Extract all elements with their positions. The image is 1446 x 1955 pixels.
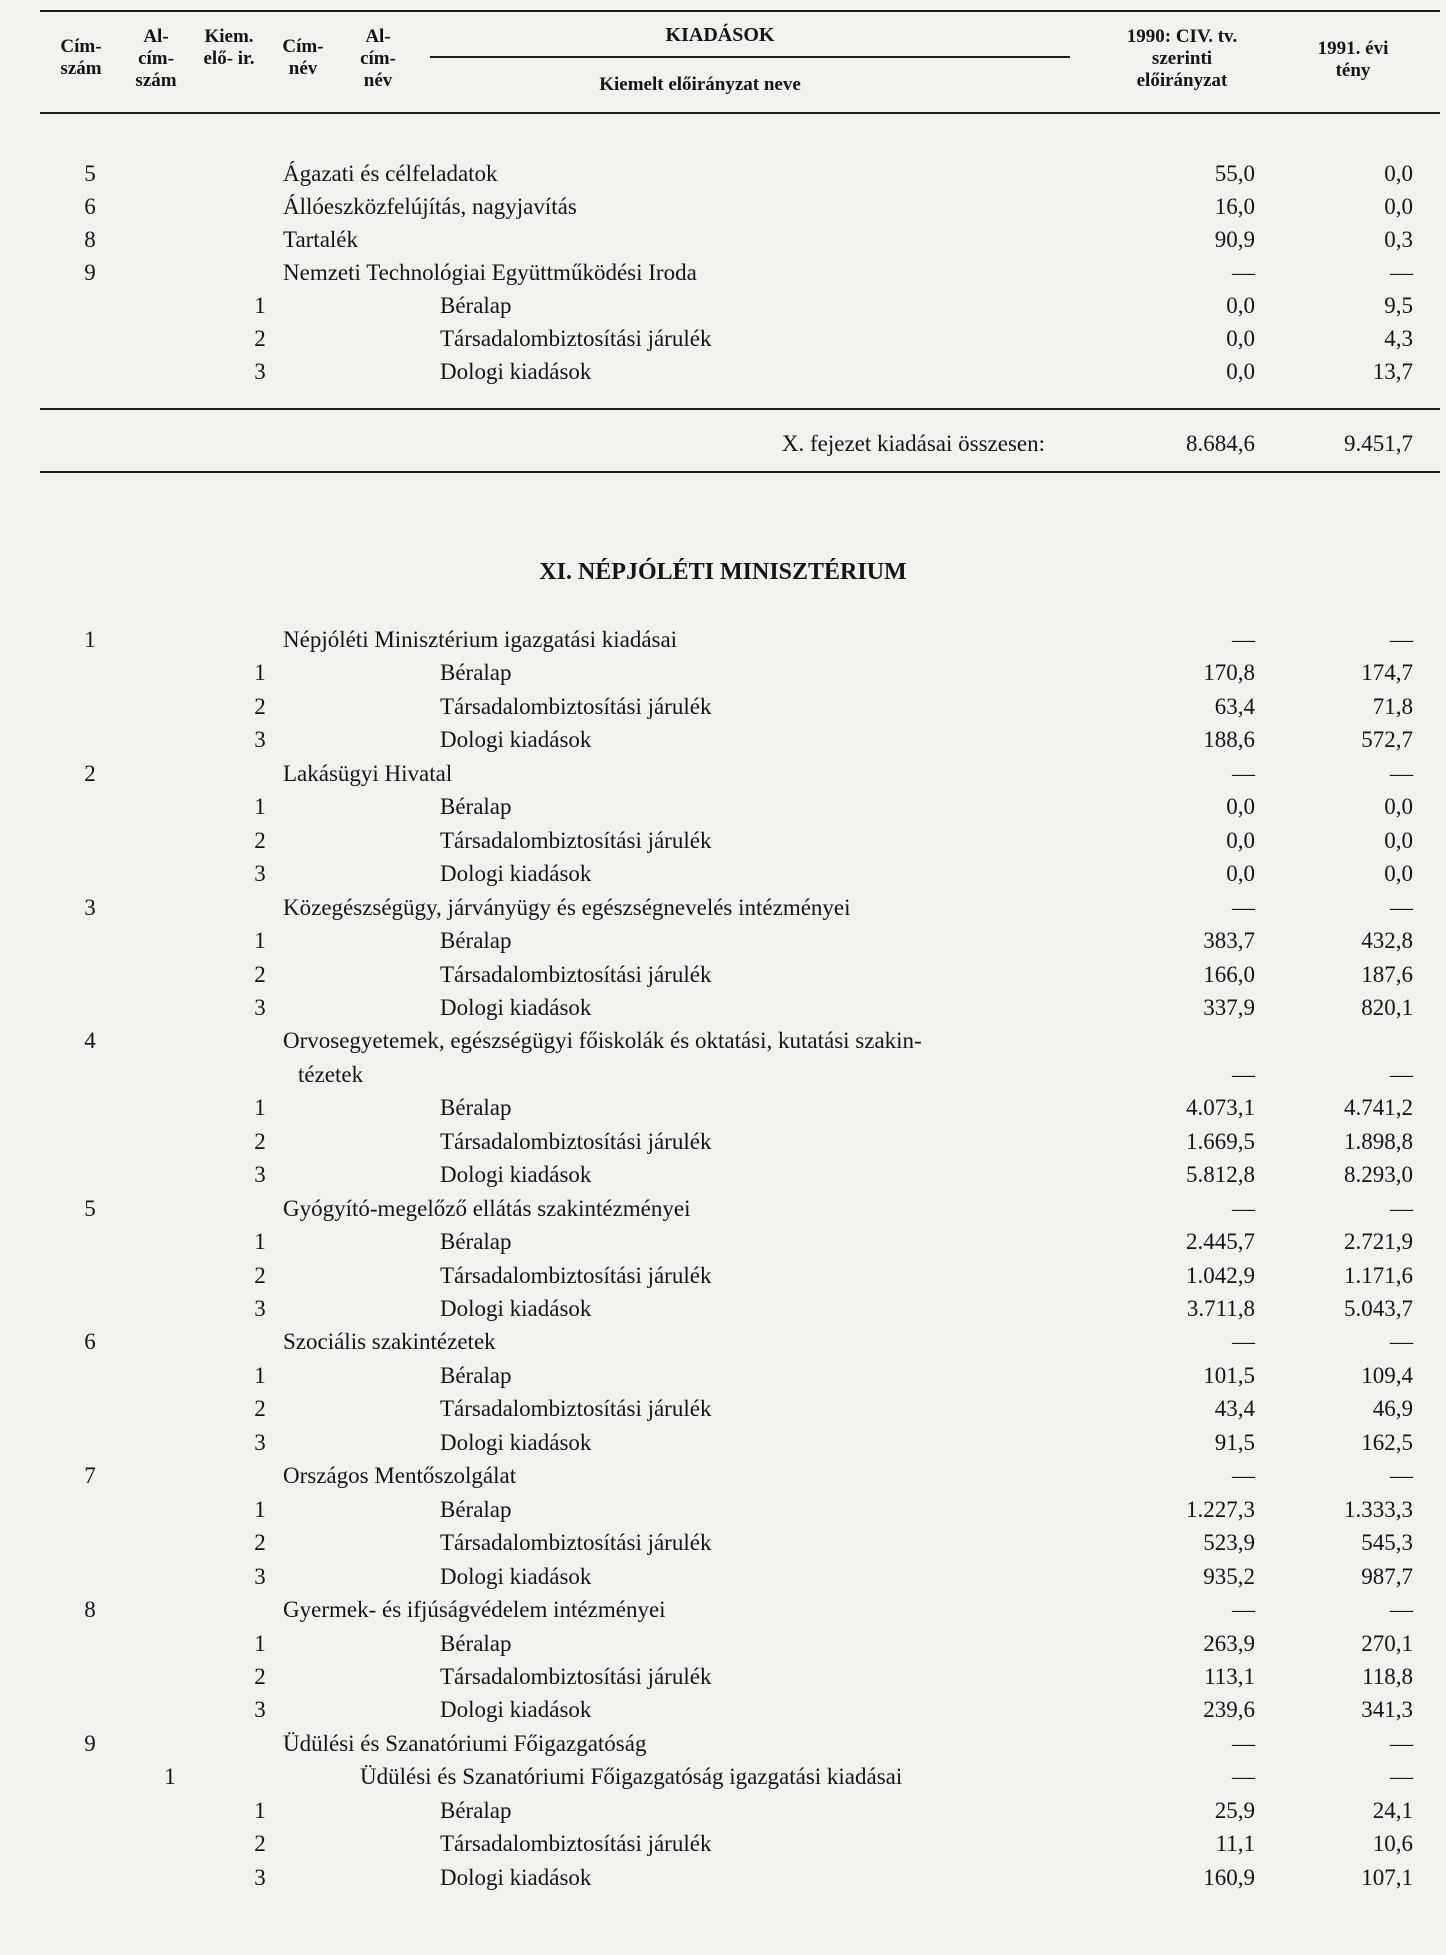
item-name-cell: Társadalombiztosítási járulék	[440, 693, 712, 719]
cimszam-cell: 5	[84, 1195, 96, 1221]
value-1991-cell: 0,3	[1384, 227, 1413, 252]
value-1990-cell: 523,9	[1203, 1530, 1255, 1556]
table-row	[0, 959, 1446, 991]
value-1990-cell: —	[1232, 1195, 1255, 1221]
table-row	[0, 1260, 1446, 1292]
value-1990-cell: —	[1232, 894, 1255, 920]
value-1990-cell: 90,9	[1214, 227, 1255, 252]
cimszam-cell: 5	[84, 161, 96, 186]
value-1991-cell: —	[1390, 1730, 1413, 1756]
item-name-cell: Szociális szakintézetek	[283, 1329, 496, 1355]
table-row	[0, 158, 1446, 190]
total-1991: 9.451,7	[1344, 431, 1413, 456]
table-row	[0, 224, 1446, 256]
kiemelt-eloiranyzat-cell: 1	[254, 1362, 266, 1388]
table-row	[0, 1795, 1446, 1827]
value-1990-cell: —	[1232, 1730, 1255, 1756]
item-name-cell: Társadalombiztosítási járulék	[440, 1663, 712, 1689]
value-1990-cell: —	[1232, 1463, 1255, 1489]
table-row	[0, 1226, 1446, 1258]
table-row	[0, 356, 1446, 388]
table-row	[0, 858, 1446, 890]
value-1991-cell: 109,4	[1361, 1362, 1413, 1388]
header-1990: 1990: CIV. tv. szerinti előirányzat	[1126, 26, 1238, 91]
value-1990-cell: 91,5	[1214, 1429, 1255, 1455]
value-1990-cell: —	[1232, 260, 1255, 285]
item-name-cell: Üdülési és Szanatóriumi Főigazgatóság	[283, 1730, 647, 1756]
value-1990-cell: 113,1	[1204, 1663, 1255, 1689]
value-1991-cell: 71,8	[1372, 693, 1413, 719]
item-name-cell: Dologi kiadások	[440, 1162, 592, 1188]
value-1991-cell: 24,1	[1372, 1797, 1413, 1823]
item-name-cell: Ágazati és célfeladatok	[283, 161, 498, 186]
value-1991-cell: —	[1390, 260, 1413, 285]
value-1991-cell: 107,1	[1361, 1864, 1413, 1890]
table-row	[0, 1828, 1446, 1860]
value-1991-cell: 432,8	[1361, 928, 1413, 954]
item-name-cell: Gyermek- és ifjúságvédelem intézményei	[283, 1597, 666, 1623]
value-1991-cell: —	[1390, 760, 1413, 786]
value-1990-cell: 0,0	[1226, 293, 1255, 318]
value-1990-cell: 11,1	[1215, 1831, 1255, 1857]
table-row	[0, 825, 1446, 857]
total-1990: 8.684,6	[1186, 431, 1255, 456]
value-1991-cell: 118,8	[1362, 1663, 1413, 1689]
value-1990-cell: 1.669,5	[1186, 1128, 1255, 1154]
value-1991-cell: 1.171,6	[1344, 1262, 1413, 1288]
kiemelt-eloiranyzat-cell: 3	[254, 727, 266, 753]
item-name-cell: Társadalombiztosítási járulék	[440, 1262, 712, 1288]
total-label: X. fejezet kiadásai összesen:	[781, 431, 1045, 456]
table-row	[0, 1460, 1446, 1492]
cimszam-cell: 8	[84, 227, 96, 252]
table-row	[0, 1293, 1446, 1325]
kiemelt-eloiranyzat-cell: 1	[254, 660, 266, 686]
table-row	[0, 1360, 1446, 1392]
table-row	[0, 724, 1446, 756]
value-1991-cell: 4,3	[1384, 326, 1413, 351]
value-1991-cell: —	[1390, 1061, 1413, 1087]
kiemelt-eloiranyzat-cell: 2	[254, 1262, 266, 1288]
value-1991-cell: 270,1	[1361, 1630, 1413, 1656]
value-1991-cell: 0,0	[1384, 194, 1413, 219]
header-kiadasok: KIADÁSOK	[665, 24, 775, 46]
item-name-cell: Társadalombiztosítási járulék	[440, 1831, 712, 1857]
item-name-cell: Béralap	[440, 1496, 512, 1522]
value-1990-cell: 1.042,9	[1186, 1262, 1255, 1288]
item-name-cell: Társadalombiztosítási járulék	[440, 326, 712, 351]
value-1990-cell: 0,0	[1226, 326, 1255, 351]
table-row	[0, 1561, 1446, 1593]
table-row	[0, 992, 1446, 1024]
value-1991-cell: 13,7	[1372, 359, 1413, 384]
value-1990-cell: 0,0	[1226, 861, 1255, 887]
value-1991-cell: 174,7	[1361, 660, 1413, 686]
item-name-cell: Tartalék	[283, 227, 359, 252]
item-name-cell: Orvosegyetemek, egészségügyi főiskolák és oktatási, kutatási szakin-	[283, 1028, 922, 1054]
table-row	[0, 1594, 1446, 1626]
value-1990-cell: —	[1232, 1061, 1255, 1087]
table-row	[0, 1025, 1446, 1057]
value-1991-cell: 2.721,9	[1344, 1229, 1413, 1255]
table-row	[0, 1694, 1446, 1726]
value-1990-cell: —	[1232, 760, 1255, 786]
kiemelt-eloiranyzat-cell: 2	[254, 827, 266, 853]
item-name-cell: Társadalombiztosítási járulék	[440, 1396, 712, 1422]
kiemelt-eloiranyzat-cell: 1	[254, 1797, 266, 1823]
table-row	[0, 1193, 1446, 1225]
value-1991-cell: 1.898,8	[1344, 1128, 1413, 1154]
value-1990-cell: 0,0	[1226, 794, 1255, 820]
value-1991-cell: 0,0	[1384, 827, 1413, 853]
table-row	[0, 1092, 1446, 1124]
kiemelt-eloiranyzat-cell: 2	[254, 1831, 266, 1857]
value-1991-cell: 572,7	[1361, 727, 1413, 753]
value-1990-cell: 263,9	[1203, 1630, 1255, 1656]
value-1990-cell: —	[1232, 1329, 1255, 1355]
value-1990-cell: 55,0	[1214, 161, 1255, 186]
value-1990-cell: 383,7	[1203, 928, 1255, 954]
value-1991-cell: —	[1390, 1329, 1413, 1355]
item-name-cell: Társadalombiztosítási járulék	[440, 961, 712, 987]
item-name-cell: Állóeszközfelújítás, nagyjavítás	[283, 194, 577, 219]
value-1990-cell: —	[1232, 1764, 1255, 1790]
item-name-cell: Béralap	[440, 1095, 512, 1121]
kiemelt-eloiranyzat-cell: 1	[254, 1630, 266, 1656]
kiemelt-eloiranyzat-cell: 3	[254, 1162, 266, 1188]
value-1990-cell: 1.227,3	[1186, 1496, 1255, 1522]
item-name-cell: Dologi kiadások	[440, 1296, 592, 1321]
table-row	[0, 1527, 1446, 1559]
value-1990-cell: 166,0	[1203, 961, 1255, 987]
item-name-cell: Üdülési és Szanatóriumi Főigazgatóság igazgatási kiadásai	[360, 1764, 903, 1790]
cimszam-cell: 4	[84, 1028, 96, 1054]
item-name-cell: Társadalombiztosítási járulék	[440, 1530, 712, 1556]
table-row	[0, 1326, 1446, 1358]
value-1991-cell: 987,7	[1361, 1563, 1413, 1589]
header-cimnev: Cím- név	[282, 36, 324, 79]
value-1990-cell: 239,6	[1203, 1697, 1255, 1723]
value-1991-cell: 0,0	[1384, 161, 1413, 186]
value-1991-cell: 1.333,3	[1344, 1496, 1413, 1522]
table-row	[0, 290, 1446, 322]
table-row	[0, 758, 1446, 790]
item-name-cell: Dologi kiadások	[440, 1429, 592, 1455]
item-name-cell: Nemzeti Technológiai Együttműködési Iroda	[283, 260, 697, 285]
item-name-cell: Dologi kiadások	[440, 861, 592, 887]
table-row	[0, 1059, 1446, 1091]
table-row	[0, 791, 1446, 823]
item-name-cell: Béralap	[440, 1797, 512, 1823]
total-row	[0, 428, 1446, 460]
cimszam-cell: 8	[84, 1597, 96, 1623]
header-alcimnev: Al- cím- név	[360, 26, 396, 91]
value-1991-cell: 820,1	[1361, 994, 1413, 1020]
kiemelt-eloiranyzat-cell: 1	[254, 293, 266, 318]
header-kiemelt-eloiranyzat: Kiem. elő- ir.	[203, 26, 255, 69]
table-row	[0, 1661, 1446, 1693]
kiemelt-eloiranyzat-cell: 1	[254, 794, 266, 820]
table-row	[0, 657, 1446, 689]
header-kiadasok-rule	[430, 56, 1070, 58]
value-1991-cell: —	[1390, 1463, 1413, 1489]
kiemelt-eloiranyzat-cell: 3	[254, 1864, 266, 1890]
value-1991-cell: —	[1390, 1764, 1413, 1790]
value-1990-cell: 3.711,8	[1186, 1296, 1255, 1321]
table-row	[0, 1159, 1446, 1191]
value-1991-cell: —	[1390, 627, 1413, 652]
value-1990-cell: 16,0	[1214, 194, 1255, 219]
item-name-cell: Béralap	[440, 1362, 512, 1388]
value-1991-cell: 0,0	[1384, 794, 1413, 820]
table-row	[0, 1494, 1446, 1526]
table-row	[0, 624, 1446, 656]
value-1990-cell: 160,9	[1203, 1864, 1255, 1890]
item-name-cell: Népjóléti Minisztérium igazgatási kiadásai	[283, 627, 678, 652]
total-bottom-rule	[40, 471, 1440, 473]
header-alcimszam: Al- cím- szám	[135, 26, 177, 91]
kiemelt-eloiranyzat-cell: 3	[254, 1296, 266, 1321]
cimszam-cell: 9	[84, 1730, 96, 1756]
table-row	[0, 191, 1446, 223]
item-name-cell: tézetek	[298, 1061, 364, 1087]
table-row	[0, 323, 1446, 355]
cimszam-cell: 2	[84, 760, 96, 786]
value-1991-cell: —	[1390, 1195, 1413, 1221]
cimszam-cell: 3	[84, 894, 96, 920]
table-row	[0, 691, 1446, 723]
table-row	[0, 1761, 1446, 1793]
value-1991-cell: 4.741,2	[1344, 1095, 1413, 1121]
value-1991-cell: 10,6	[1372, 1831, 1413, 1857]
item-name-cell: Dologi kiadások	[440, 1563, 592, 1589]
table-row	[0, 925, 1446, 957]
value-1991-cell: 162,5	[1361, 1429, 1413, 1455]
value-1990-cell: 0,0	[1226, 827, 1255, 853]
cimszam-cell: 6	[84, 194, 96, 219]
value-1990-cell: 0,0	[1226, 359, 1255, 384]
item-name-cell: Béralap	[440, 1229, 512, 1255]
kiemelt-eloiranyzat-cell: 3	[254, 861, 266, 887]
value-1991-cell: 9,5	[1384, 293, 1413, 318]
value-1991-cell: 545,3	[1361, 1530, 1413, 1556]
kiemelt-eloiranyzat-cell: 2	[254, 693, 266, 719]
item-name-cell: Lakásügyi Hivatal	[283, 760, 453, 786]
value-1990-cell: 337,9	[1203, 994, 1255, 1020]
kiemelt-eloiranyzat-cell: 2	[254, 1128, 266, 1154]
value-1990-cell: —	[1232, 627, 1255, 652]
value-1990-cell: 188,6	[1203, 727, 1255, 753]
cimszam-cell: 7	[84, 1463, 96, 1489]
table-row	[0, 1862, 1446, 1894]
table-row	[0, 1427, 1446, 1459]
header-1991: 1991. évi tény	[1317, 38, 1389, 81]
value-1990-cell: 170,8	[1203, 660, 1255, 686]
value-1991-cell: —	[1390, 1597, 1413, 1623]
table-row	[0, 1728, 1446, 1760]
table-row	[0, 257, 1446, 289]
cimszam-cell: 1	[84, 627, 96, 652]
alcimszam-cell: 1	[164, 1764, 176, 1790]
table-row	[0, 1628, 1446, 1660]
item-name-cell: Dologi kiadások	[440, 727, 592, 753]
kiemelt-eloiranyzat-cell: 2	[254, 1396, 266, 1422]
value-1991-cell: 187,6	[1361, 961, 1413, 987]
item-name-cell: Közegészségügy, járványügy és egészségnevelés intézményei	[283, 894, 851, 920]
kiemelt-eloiranyzat-cell: 1	[254, 1229, 266, 1255]
item-name-cell: Béralap	[440, 1630, 512, 1656]
item-name-cell: Dologi kiadások	[440, 1864, 592, 1890]
value-1990-cell: 2.445,7	[1186, 1229, 1255, 1255]
value-1991-cell: 0,0	[1384, 861, 1413, 887]
total-top-rule	[40, 408, 1440, 410]
kiemelt-eloiranyzat-cell: 2	[254, 1663, 266, 1689]
value-1991-cell: 5.043,7	[1344, 1296, 1413, 1321]
item-name-cell: Dologi kiadások	[440, 1697, 592, 1723]
kiemelt-eloiranyzat-cell: 1	[254, 1095, 266, 1121]
cimszam-cell: 6	[84, 1329, 96, 1355]
value-1990-cell: 935,2	[1203, 1563, 1255, 1589]
value-1990-cell: 4.073,1	[1186, 1095, 1255, 1121]
header-kiemelt-eloiranyzat-neve: Kiemelt előirányzat neve	[599, 74, 801, 95]
value-1990-cell: 101,5	[1203, 1362, 1255, 1388]
kiemelt-eloiranyzat-cell: 3	[254, 1697, 266, 1723]
value-1990-cell: 25,9	[1214, 1797, 1255, 1823]
kiemelt-eloiranyzat-cell: 3	[254, 1429, 266, 1455]
kiemelt-eloiranyzat-cell: 2	[254, 1530, 266, 1556]
item-name-cell: Béralap	[440, 293, 512, 318]
item-name-cell: Társadalombiztosítási járulék	[440, 827, 712, 853]
table-header	[40, 14, 1440, 110]
item-name-cell: Dologi kiadások	[440, 359, 592, 384]
kiemelt-eloiranyzat-cell: 3	[254, 359, 266, 384]
item-name-cell: Béralap	[440, 794, 512, 820]
item-name-cell: Béralap	[440, 660, 512, 686]
item-name-cell: Társadalombiztosítási járulék	[440, 1128, 712, 1154]
value-1990-cell: 63,4	[1214, 693, 1255, 719]
table-row	[0, 1126, 1446, 1158]
value-1990-cell: 5.812,8	[1186, 1162, 1255, 1188]
item-name-cell: Országos Mentőszolgálat	[283, 1463, 517, 1489]
header-cimszam: Cím- szám	[60, 36, 102, 79]
kiemelt-eloiranyzat-cell: 3	[254, 1563, 266, 1589]
value-1991-cell: 341,3	[1361, 1697, 1413, 1723]
value-1990-cell: 43,4	[1214, 1396, 1255, 1422]
item-name-cell: Gyógyító-megelőző ellátás szakintézményei	[283, 1195, 691, 1221]
item-name-cell: Dologi kiadások	[440, 994, 592, 1020]
value-1991-cell: 46,9	[1372, 1396, 1413, 1422]
cimszam-cell: 9	[84, 260, 96, 285]
header-bottom-rule	[40, 112, 1440, 114]
kiemelt-eloiranyzat-cell: 3	[254, 994, 266, 1020]
kiemelt-eloiranyzat-cell: 1	[254, 1496, 266, 1522]
table-row	[0, 892, 1446, 924]
value-1990-cell: —	[1232, 1597, 1255, 1623]
kiemelt-eloiranyzat-cell: 2	[254, 961, 266, 987]
kiemelt-eloiranyzat-cell: 2	[254, 326, 266, 351]
table-row	[0, 1393, 1446, 1425]
value-1991-cell: —	[1390, 894, 1413, 920]
header-top-rule	[40, 10, 1440, 12]
section-title: XI. NÉPJÓLÉTI MINISZTÉRIUM	[539, 559, 907, 585]
kiemelt-eloiranyzat-cell: 1	[254, 928, 266, 954]
value-1991-cell: 8.293,0	[1344, 1162, 1413, 1188]
item-name-cell: Béralap	[440, 928, 512, 954]
